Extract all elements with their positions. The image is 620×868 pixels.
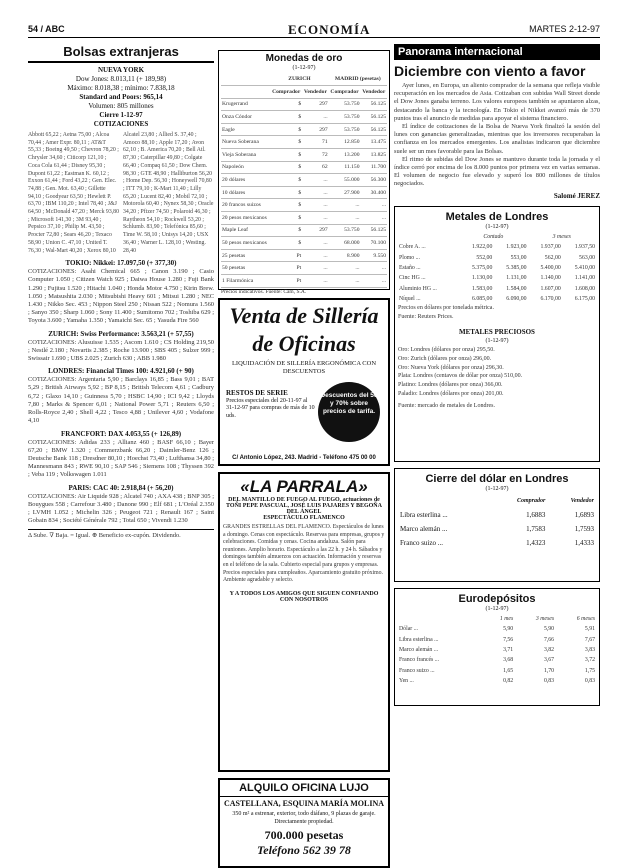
gold-coins-box <box>218 50 390 295</box>
bolsas-footnote: Δ Sube. ∇ Baja. = Igual. ⊕ Beneficio ex-cupón. Dividendo. <box>28 529 214 540</box>
gold-row <box>221 262 387 275</box>
gold-row-cell: ... <box>302 275 328 288</box>
gold-row-cell: 9.550 <box>361 249 387 262</box>
gold-row-cell: 53.750 <box>329 123 361 136</box>
gold-row-cell: 62 <box>302 161 328 174</box>
gold-row-cell: ... <box>302 174 328 187</box>
metales-row-cell: Estaño ... <box>399 265 421 271</box>
market-heading: ZURICH: Swiss Performance: 3.563,21 (+ 57,55) <box>48 329 194 338</box>
metales-row-cell: 1.583,00 <box>472 285 493 292</box>
dolar-row-cell: 1,4323 <box>526 538 546 547</box>
gold-row-cell: Krugerrand <box>221 98 270 111</box>
gold-row-cell: Pt <box>270 275 302 288</box>
ad-oficina-title: ALQUILO OFICINA LUJO <box>220 782 388 797</box>
precioso-item: Oro: Londres (dólares por onza) 295,50. <box>398 346 495 353</box>
gold-row-cell: $ <box>270 161 302 174</box>
market-heading: TOKIO: Nikkei: 17.097,50 (+ 377,30) <box>65 259 177 268</box>
gold-row-cell: 53.750 <box>329 98 361 111</box>
metales-row <box>398 273 596 283</box>
euro-row-cell: 3,72 <box>584 657 595 664</box>
gold-col-zurich: ZURICH <box>270 73 328 86</box>
gold-row-cell: ... <box>329 199 361 212</box>
ad-oficina <box>218 778 390 868</box>
gold-row <box>221 111 387 124</box>
euro-row-cell: 1,75 <box>584 667 595 674</box>
gold-row-cell: ... <box>302 111 328 124</box>
metales-row-cell: 1.608,00 <box>574 285 595 292</box>
ad-parrala-text: GRANDES ESTRELLAS DEL FLAMENCO. Espectáculos de lunes a domingo. Cenas con espectáculo. Reservas para empresas, grupos y celebraciones. Comidas y cenas. Cocina andaluza. Salón para reuniones. Amplio horario. Espectáculo a las 22 h. y 24 h. Sábados y domingos también almuerzos con actuación. Información y reservas en el teléfono de la sala. Cubierto especial para grupos y empresas. Precios especiales para cumpleaños. Aparcamiento gratuito próximo. Ambiente agradable y selecto. <box>223 524 385 584</box>
dolar-h-comprador: Comprador <box>517 497 546 504</box>
euro-row-cell: 3,67 <box>543 657 555 664</box>
gold-row-cell: 25 pesetas <box>221 249 270 262</box>
metales-row <box>398 294 596 304</box>
euro-row <box>398 634 596 644</box>
panorama-paragraph: El índice de cotizaciones de la Bolsa de Nueva York finalizó la sesión del lunes con ganancias generalizadas, mientras que los inversores recuperaban la confianza en los mercados emergentes. Los analistas indicaron que diciembre suele ser un mes favorable para las Bolsas. <box>394 123 600 155</box>
metales-row-cell: 5.400,00 <box>540 265 561 271</box>
dolar-row-cell: 1,6893 <box>574 510 594 519</box>
metales-date: (1-12-97) <box>485 223 509 230</box>
restos-text: Precios especiales del 20-11-97 al 31-12-97 para compras de más de 10 uds. <box>226 397 315 419</box>
gold-row <box>221 212 387 225</box>
dolar-row-cell: Marco alemán ... <box>400 524 448 533</box>
restos-title: RESTOS DE SERIE <box>226 389 288 397</box>
metales-row-cell: 1.937,50 <box>574 244 595 251</box>
precioso-item: Platino: Londres (dólares por onza) 366,00. <box>398 382 503 389</box>
precioso-item: Oro: Zurich (dólares por onza) 296,00. <box>398 355 492 362</box>
dolar-row <box>398 522 596 536</box>
ad-parrala-line: TOÑI PEPE PASCUAL, JOSÉ LUIS PAJARES Y BEGOÑA DEL ÁNGEL <box>226 503 382 515</box>
gold-col-madrid: MADRID (pesetas) <box>329 73 387 86</box>
gold-row <box>221 174 387 187</box>
preciosos-date: (1-12-97) <box>485 337 509 344</box>
metales-row-cell: 1.130,00 <box>472 275 493 282</box>
dolar-table <box>398 494 596 550</box>
ad-parrala <box>218 472 390 772</box>
preciosos-source: Fuente: mercado de metales de Londres. <box>398 402 495 409</box>
gold-row-cell: ... <box>302 262 328 275</box>
ad-silleria-line1: Venta de Sillería <box>229 303 379 328</box>
gold-sub: Vendedor <box>361 86 387 99</box>
euro-h: 1 mes <box>499 615 514 622</box>
bolsas-title: Bolsas extranjeras <box>28 44 214 63</box>
gold-row-cell: 56.125 <box>361 98 387 111</box>
gold-row-cell: ... <box>329 262 361 275</box>
gold-row-cell: ... <box>329 275 361 288</box>
ad-oficina-price: 700.000 pesetas <box>264 828 344 842</box>
gold-row-cell: Maple Leaf <box>221 224 270 237</box>
gold-row-cell: 72 <box>302 149 328 162</box>
gold-row-cell: 56.125 <box>361 123 387 136</box>
metales-row-cell: Cinc HG ... <box>399 275 426 282</box>
euro-row-cell: 7,56 <box>503 636 514 643</box>
gold-row-cell: Eagle <box>221 123 270 136</box>
metales-row-cell: 6.090,00 <box>506 296 527 303</box>
middle-column <box>218 50 390 857</box>
metales-row-cell: 552,00 <box>476 254 493 261</box>
metales-row <box>398 263 596 273</box>
gold-row-cell: 1 Filarmónica <box>221 275 270 288</box>
ad-silleria-sub: LIQUIDACIÓN DE SILLERÍA ERGONÓMICA CON DESCUENTOS <box>231 360 377 375</box>
gold-row <box>221 237 387 250</box>
metales-row <box>398 284 596 294</box>
euro-row-cell: Libra esterlina ... <box>399 636 439 643</box>
gold-row <box>221 149 387 162</box>
euro-row <box>398 655 596 665</box>
gold-row <box>221 161 387 174</box>
ad-oficina-phone: Teléfono 562 39 78 <box>257 843 351 857</box>
bolsas-column <box>28 44 214 826</box>
metales-box <box>394 206 600 462</box>
gold-row-cell: 56.300 <box>361 174 387 187</box>
gold-row-cell: 27.900 <box>329 186 361 199</box>
gold-row-cell: $ <box>270 123 302 136</box>
gold-row-cell: $ <box>270 136 302 149</box>
gold-row-cell: $ <box>270 174 302 187</box>
metales-row-cell: 5.375,00 <box>472 265 493 271</box>
metales-row-cell: 1.922,00 <box>472 244 493 251</box>
euro-row-cell: Dólar ... <box>399 626 418 633</box>
gold-row-cell: Napoleón <box>221 161 270 174</box>
ad-oficina-address: CASTELLANA, ESQUINA MARÍA MOLINA <box>223 799 385 808</box>
gold-row <box>221 275 387 288</box>
gold-row-cell: 13.475 <box>361 136 387 149</box>
right-column <box>394 44 600 826</box>
gold-row-cell: $ <box>270 212 302 225</box>
euro-row-cell: 0,83 <box>543 678 555 685</box>
ny-line: COTIZACIONES <box>93 120 149 128</box>
discount-badge: Descuentos del 50 y 70% sobre precios de tarifa. <box>318 382 380 442</box>
panorama-paragraph: Ayer lunes, en Europa, un aliento comprador de la semana que refleja visible recuperación en los mercados de Asia. Cotizaban con subidas Wall Street donde el Dow Jones ganaba terreno. Los valores europeos también se apuntaron alzas, destacando la banca y la tecnología. En Tokio el Nikkei avanzó más de 370 puntos tras el anuncio de medidas para apoyar el sistema financiero. <box>394 82 600 122</box>
panorama-headline: Diciembre con viento a favor <box>394 63 586 79</box>
gold-row-cell: 53.750 <box>329 111 361 124</box>
euro-row <box>398 624 596 634</box>
ad-silleria-footer: C/ Antonio López, 243. Madrid - Teléfono 475 00 00 <box>232 455 376 461</box>
gold-row-cell: 70.100 <box>361 237 387 250</box>
euro-row-cell: 7,67 <box>584 636 595 643</box>
gold-row-cell: 53.750 <box>329 224 361 237</box>
euro-row-cell: 3,83 <box>584 647 595 653</box>
gold-date: (1-12-97) <box>292 65 316 71</box>
metales-row-cell: 553,00 <box>510 254 527 261</box>
ny-line: Standard and Poors: 965,14 <box>79 93 163 101</box>
gold-row-cell: ... <box>302 249 328 262</box>
gold-row-cell: ... <box>329 212 361 225</box>
euro-row-cell: 3,82 <box>543 647 555 653</box>
dolar-row-cell: Libra esterlina ... <box>400 510 448 519</box>
gold-row <box>221 136 387 149</box>
market-text: COTIZACIONES: Alusuisse 1.535 ; Ascom 1.610 ; CS Holding 219,50 ; Nestlé 2.180 ; Novartis 2.385 ; Roche 13.900 ; SBS 405 ; Sulzer 999 ; Swissair 1.690 ; UBS 2.025 ; Zurich 630 ; ABB 1.980 <box>28 338 214 363</box>
ny-quotes-right: Alcatel 23,80 ; Allied S. 37,40 ; Amoco 88,10 ; Apple 17,20 ; Avon 62,10 ; B. America 70,20 ; Bell Atl. 87,30 ; Caterpillar 49,80 ; Colgate 66,40 ; Compaq 61,50 ; Dow Chem. 98,30 ; GTE 48,90 ; Halliburton 56,20 ; Home Dep. 56,30 ; Honeywell 70,80 ; ITT 79,10 ; K-Mart 11,40 ; Lilly 65,20 ; Lucent 82,40 ; Mobil 72,10 ; Motorola 60,40 ; Nynex 58,30 ; Oracle 34,20 ; Pfizer 74,50 ; Polaroid 46,30 ; Raytheon 54,10 ; Rockwell 53,20 ; Schlumb. 83,90 ; Telefónica 85,60 ; Time W. 58,10 ; Unisys 14,20 ; USX 36,40 ; Warner L. 128,10 ; Westing. 28,40 <box>123 132 214 254</box>
gold-row-cell: 297 <box>302 224 328 237</box>
gold-row-cell: $ <box>270 224 302 237</box>
gold-row-cell: 71 <box>302 136 328 149</box>
metales-h-contado: Contado <box>483 233 504 240</box>
euro-row-cell: 5,90 <box>543 626 555 633</box>
gold-row-cell: $ <box>270 111 302 124</box>
ny-line: Cierre 1-12-97 <box>99 111 143 119</box>
metales-row-cell: Aluminio HG ... <box>399 285 437 292</box>
ad-parrala-line: ESPECTÁCULO FLAMENCO <box>263 515 345 521</box>
dolar-h-vendedor: Vendedor <box>570 497 594 504</box>
gold-row-cell: ... <box>302 186 328 199</box>
euro-row <box>398 645 596 655</box>
metales-row-cell: Cobre A. ... <box>399 244 426 251</box>
gold-source: Precios indicativos. Fuente: Cam, S.A. <box>221 288 307 295</box>
euro-table <box>398 614 596 687</box>
gold-row-cell: $ <box>270 199 302 212</box>
gold-sub: Comprador <box>270 86 302 99</box>
gold-sub: Comprador <box>329 86 361 99</box>
gold-row <box>221 199 387 212</box>
euro-row-cell: 3,68 <box>503 657 514 664</box>
euro-h: 3 meses <box>535 615 555 622</box>
gold-row-cell: 56.125 <box>361 111 387 124</box>
preciosos-list <box>398 346 596 399</box>
gold-row-cell: Nueva Soberana <box>221 136 270 149</box>
dolar-box <box>394 468 600 582</box>
ny-heading: NUEVA YORK <box>97 66 145 74</box>
gold-row-cell: ... <box>361 199 387 212</box>
precioso-item: Oro: Nueva York (dólares por onza) 296,30. <box>398 364 504 371</box>
gold-row-cell: ... <box>302 212 328 225</box>
euro-row-cell: 0,82 <box>503 678 514 685</box>
gold-row-cell: ... <box>361 275 387 288</box>
gold-row-cell: Pt <box>270 262 302 275</box>
metales-title: Metales de Londres <box>445 210 549 223</box>
euro-row-cell: Marco alemán ... <box>399 647 439 653</box>
gold-row-cell: 8.900 <box>329 249 361 262</box>
panorama-paragraph: El ritmo de subidas del Dow Jones se mantuvo durante toda la jornada y el índice cerró por encima de los 8.000 puntos por primera vez en varias semanas. El volumen de negocio fue elevado y superó los 800 millones de títulos negociados. <box>394 155 600 188</box>
dolar-row-cell: Franco suizo ... <box>400 538 443 547</box>
euro-row-cell: 1,65 <box>503 667 514 674</box>
market-text: COTIZACIONES: Asahi Chemical 665 ; Canon 3.190 ; Casio Computer 1.050 ; Citizen Watch 925 ; Daiwa House 1.280 ; Fuji Bank 1.290 ; Fujitsu 1.520 ; Hitachi 1.040 ; Honda Motor 4.750 ; Kirin Brew. 1.050 ; Matsushita 2.030 ; Mitsubishi Heavy 601 ; Mitsui 1.280 ; NEC 1.430 ; Nikko Sec. 453 ; Nippon Steel 250 ; Nissan 522 ; Nomura 1.560 ; Sanyo 350 ; Sharp 1.060 ; Sony 11.400 ; Sumitomo 702 ; Toshiba 629 ; Toyota 3.600 ; Yamaha 1.350 ; Yamaichi Sec. 65 ; Yasuda Fire 560 <box>28 268 214 325</box>
metales-row-cell: 1.937,00 <box>540 244 561 251</box>
gold-row-cell: 68.000 <box>329 237 361 250</box>
metales-row <box>398 252 596 262</box>
market-heading: FRANCFORT: DAX 4.053,55 (+ 126,89) <box>60 429 182 438</box>
gold-row-cell: 56.125 <box>361 224 387 237</box>
gold-title: Monedas de oro <box>265 53 343 64</box>
dolar-row-cell: 1,6883 <box>526 510 546 519</box>
gold-row-cell: 12.850 <box>329 136 361 149</box>
dolar-row <box>398 508 596 522</box>
metales-row <box>398 242 596 252</box>
metales-row-cell: 6.085,00 <box>472 296 493 303</box>
metales-table <box>398 232 596 305</box>
dolar-date: (1-12-97) <box>485 485 509 492</box>
metales-note: Precios en dólares por tonelada métrica. <box>398 305 494 312</box>
metales-row-cell: 1.131,00 <box>506 275 527 282</box>
gold-row-cell: $ <box>270 98 302 111</box>
euro-box <box>394 588 600 706</box>
metales-source: Fuente: Reuters Prices. <box>398 314 454 321</box>
euro-row-cell: 3,71 <box>503 647 514 653</box>
euro-h: 6 meses <box>576 615 595 622</box>
gold-row-cell: 20 pesos mexicanos <box>221 212 270 225</box>
ny-quotes <box>28 132 214 255</box>
market-text: COTIZACIONES: Air Liquide 928 ; Alcatel 740 ; AXA 438 ; BNP 305 ; Bouygues 558 ; Carrefour 3.480 ; Danone 990 ; Elf 681 ; L'Oréal 2.350 ; LVMH 1.052 ; Michelin 326 ; Peugeot 721 ; Renault 167 ; Saint Gobain 834 ; Société Générale 792 ; Total 650 ; Vivendi 1.230 <box>28 492 214 525</box>
gold-row-cell: 13.200 <box>329 149 361 162</box>
metales-row-cell: Níquel ... <box>399 296 421 303</box>
gold-row-cell: ... <box>361 262 387 275</box>
ad-oficina-text: 350 m² a estrenar, exterior, todo diáfano, 9 plazas de garaje. Directamente propiedad. <box>232 811 376 825</box>
gold-row-cell: 50 pesos mexicanos <box>221 237 270 250</box>
gold-row-cell: 20 francos suizos <box>221 199 270 212</box>
metales-row-cell: 563,00 <box>579 254 595 261</box>
euro-row-cell: 5,90 <box>503 626 514 633</box>
gold-row-cell: 13.825 <box>361 149 387 162</box>
dolar-row-cell: 1,4333 <box>574 538 594 547</box>
gold-table <box>221 73 387 288</box>
gold-row <box>221 98 387 111</box>
ad-parrala-footer: Y A TODOS LOS AMIGOS QUE SIGUEN CONFIANDO CON NOSOTROS <box>229 590 379 603</box>
metales-row-cell: 6.175,00 <box>574 296 595 303</box>
gold-row-cell: Onza Cóndor <box>221 111 270 124</box>
precioso-item: Plata: Londres (centavos de dólar por onza) 510,00. <box>398 373 523 380</box>
gold-row <box>221 224 387 237</box>
gold-row-cell: 55.000 <box>329 174 361 187</box>
page-number: 54 / ABC <box>28 24 65 34</box>
metales-row-cell: 1.140,00 <box>540 275 561 282</box>
ad-parrala-line: DEL MANTILLO DE FUEGO AL FUEGO, actuaciones de <box>228 497 380 503</box>
page-header <box>28 22 600 38</box>
gold-row-cell: Pt <box>270 249 302 262</box>
gold-row-cell: 11.150 <box>329 161 361 174</box>
metales-row-cell: 1.923,00 <box>506 244 527 251</box>
metales-row-cell: 1.141,00 <box>574 275 595 282</box>
gold-row <box>221 249 387 262</box>
market-text: COTIZACIONES: Adidas 233 ; Allianz 460 ; BASF 66,10 ; Bayer 67,20 ; BMW 1.320 ; Commerzbank 66,20 ; Daimler-Benz 126 ; Deutsche Bank 118 ; Dresdner 80,10 ; Hoechst 73,40 ; Lufthansa 34,80 ; Mannesmann 843 ; RWE 90,10 ; SAP 546 ; Siemens 108 ; Thyssen 392 ; Veba 119 ; Volkswagen 1.011 <box>28 438 214 479</box>
panorama-label: Panorama internacional <box>394 44 600 60</box>
market-heading: LONDRES: Financial Times 100: 4.921,60 (+ 90) <box>48 367 194 376</box>
gold-row-cell: ... <box>302 199 328 212</box>
metales-h-3meses: 3 meses <box>552 233 571 240</box>
market-heading: PARIS: CAC 40: 2.918,84 (+ 56,20) <box>68 483 174 492</box>
euro-row <box>398 676 596 686</box>
gold-row-cell: 297 <box>302 123 328 136</box>
gold-row-cell: 297 <box>302 98 328 111</box>
gold-row-cell: 11.700 <box>361 161 387 174</box>
gold-row-cell: 30.400 <box>361 186 387 199</box>
ny-line: Máximo: 8.018,38 ; mínimo: 7.838,18 <box>67 84 175 92</box>
euro-row <box>398 666 596 676</box>
euro-row-cell: Yen ... <box>399 678 414 685</box>
section-title: ECONOMÍA <box>288 22 371 37</box>
gold-row-cell: $ <box>270 149 302 162</box>
dolar-row <box>398 536 596 550</box>
dolar-row-cell: 1,7593 <box>574 524 594 533</box>
market-text: COTIZACIONES: Argentaria 5,90 ; Barclays 16,85 ; Bass 9,01 ; BAT 5,29 ; British Airways 5,92 ; BP 8,15 ; British Telecom 4,61 ; Cadbury 6,72 ; Glaxo 14,10 ; Guinness 5,70 ; HSBC 14,90 ; ICI 9,42 ; Lloyds 7,80 ; Marks & Spencer 6,01 ; National Power 5,71 ; Reuters 6,50 ; Rolls-Royce 2,40 ; Shell 4,22 ; Tesco 4,88 ; Unilever 4,60 ; Vodafone 4,10 <box>28 376 214 425</box>
ad-silleria <box>218 298 390 466</box>
ad-parrala-title: «LA PARRALA» <box>240 477 368 496</box>
euro-date: (1-12-97) <box>485 605 509 612</box>
gold-row-cell: 50 pesetas <box>221 262 270 275</box>
precioso-item: Paladio: Londres (dólares por onza) 201,00. <box>398 390 504 397</box>
gold-row-cell: $ <box>270 186 302 199</box>
metales-row-cell: 5.410,00 <box>574 265 595 271</box>
ny-line: Volumen: 805 millones <box>88 102 154 110</box>
gold-row-cell: ... <box>361 212 387 225</box>
euro-row-cell: Franco suizo ... <box>399 667 435 674</box>
metales-row-cell: 1.607,00 <box>540 285 561 292</box>
euro-row-cell: 0,83 <box>584 678 595 685</box>
panorama-signature: Salomé JEREZ <box>553 191 600 200</box>
preciosos-title: METALES PRECIOSOS <box>459 327 535 336</box>
euro-row-cell: 5,91 <box>584 626 595 633</box>
ny-quotes-left: Abbott 65,22 ; Aetna 75,00 ; Alcoa 70,44 ; Amer Expr. 80,11 ; AT&T 55,33 ; Boeing 49,50 ; Chevron 78,20 ; Chrysler 34,60 ; Citicorp 121,10 ; Coca Cola 61,44 ; Disney 95,30 ; Dupont 61,22 ; Eastman K. 60,12 ; Exxon 61,44 ; Ford 43,22 ; Gen. Elec. 74,88 ; Gen. Mot. 63,40 ; Gillette 94,10 ; Goodyear 63,50 ; Hewlett P. 63,70 ; IBM 110,20 ; Intel 78,40 ; J&J 64,50 ; McDonald 47,20 ; Merck 93,80 ; Microsoft 141,30 ; 3M 93,40 ; Pepsico 37,10 ; Philip M. 43,50 ; Procter 72,80 ; Sears 46,20 ; Texaco 58,90 ; Union C. 47,10 ; United T. 76,30 ; Wal-Mart 40,20 ; Xerox 80,10 <box>28 132 119 254</box>
gold-row <box>221 123 387 136</box>
euro-row-cell: 7,66 <box>543 636 555 643</box>
gold-sub: Vendedor <box>302 86 328 99</box>
gold-row-cell: Vieja Soberana <box>221 149 270 162</box>
gold-row <box>221 186 387 199</box>
gold-row-cell: ... <box>302 237 328 250</box>
metales-row-cell: 6.170,00 <box>540 296 561 303</box>
metales-row-cell: Plomo ... <box>399 254 420 261</box>
metales-row-cell: 1.584,00 <box>506 285 527 292</box>
page-date: MARTES 2-12-97 <box>529 24 600 34</box>
dolar-title: Cierre del dólar en Londres <box>425 472 569 485</box>
gold-row-cell: 20 dólares <box>221 174 270 187</box>
gold-row-cell: $ <box>270 237 302 250</box>
euro-row-cell: Franco francés ... <box>399 657 440 664</box>
euro-row-cell: 1,70 <box>543 667 555 674</box>
metales-row-cell: 5.385,00 <box>506 265 527 271</box>
metales-row-cell: 562,00 <box>544 254 561 261</box>
ad-silleria-restos <box>226 390 316 420</box>
euro-title: Eurodepósitos <box>458 592 536 605</box>
dolar-row-cell: 1,7583 <box>526 524 546 533</box>
gold-row-cell: 10 dólares <box>221 186 270 199</box>
ad-silleria-line2: de Oficinas <box>252 331 356 356</box>
ny-line: Dow Jones: 8.013,11 (+ 189,98) <box>75 75 167 83</box>
